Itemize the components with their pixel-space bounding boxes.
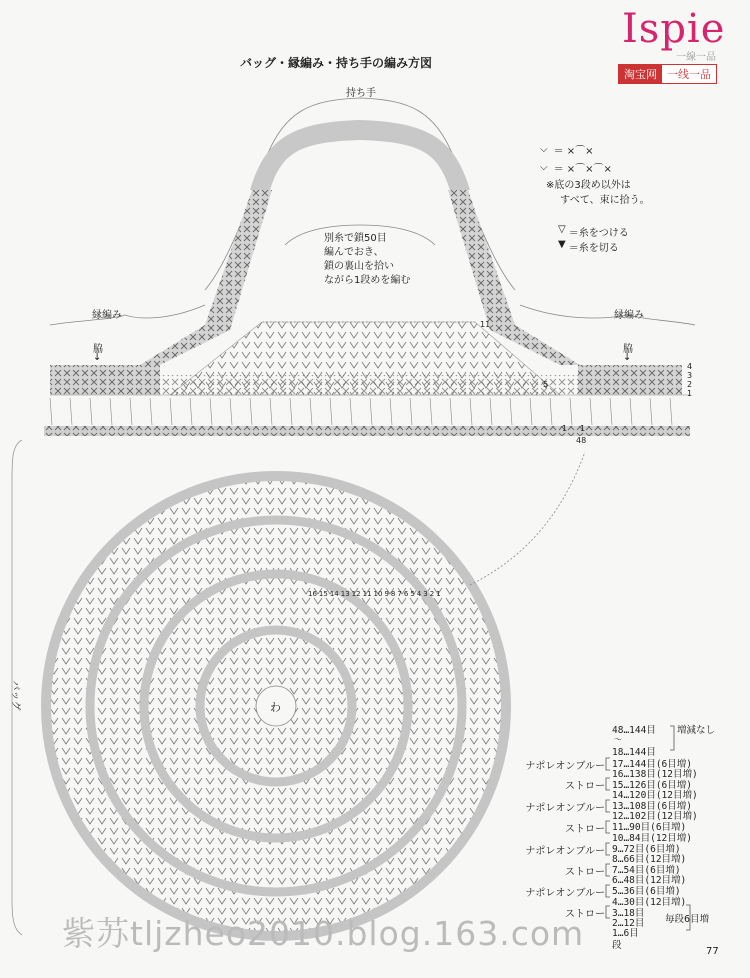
arrow-down-icon: ↓ xyxy=(623,352,632,363)
table-row: 48…144目 増減なし xyxy=(612,725,716,736)
table-row: 9…72目(6目増) xyxy=(612,844,681,855)
brand-logo: Ispie xyxy=(622,6,726,52)
side-label-left: 脇 xyxy=(93,344,103,355)
badge-left: 淘宝网 xyxy=(619,65,662,83)
row-number: 15 xyxy=(318,590,328,598)
row-number: 1 xyxy=(687,389,693,398)
row-number: 13 xyxy=(340,590,350,598)
row-number: 3 xyxy=(423,590,428,598)
attach-yarn-icon: ▽ xyxy=(558,224,566,235)
legend-note2: すべて、束に拾う。 xyxy=(560,195,650,206)
row-number: 1 xyxy=(580,424,586,433)
color-label: ナポレオンブルー xyxy=(525,846,605,857)
row-number: 7 xyxy=(397,590,402,598)
legend xyxy=(540,140,650,254)
table-note: 毎段6目増 xyxy=(665,914,710,925)
handle-label: 持ち手 xyxy=(346,88,376,99)
row-number: 9 xyxy=(384,590,389,598)
table-row: 11…90目(6目増) xyxy=(612,822,687,833)
color-label: ストロー xyxy=(565,867,605,878)
color-label: ナポレオンブルー xyxy=(525,761,605,772)
table-row: 18…144目 xyxy=(612,747,656,758)
row-number: 48 xyxy=(576,436,587,445)
bag-label: バッグ xyxy=(9,680,21,711)
row-number: 4 xyxy=(687,362,693,371)
row-number: 2 xyxy=(687,380,693,389)
chain-note xyxy=(324,232,410,288)
edge-row xyxy=(50,398,672,425)
edge-label-right: 縁編み xyxy=(614,310,644,321)
table-dan: 段 xyxy=(612,940,622,951)
table-row: 6…48目(12目増) xyxy=(612,875,687,886)
badge-right: 一线一品 xyxy=(662,65,716,83)
table-row: 1…6目 xyxy=(612,928,639,939)
chain-note-line: ながら1段めを編む xyxy=(324,275,411,286)
row-number: 11 xyxy=(480,320,491,329)
watermark: 紫苏tljzheo2010.blog.163.com xyxy=(62,914,585,953)
chain-note-line: 鎖の裏山を拾い xyxy=(324,261,394,272)
table-tilde: 〜 xyxy=(614,735,622,744)
row-number: 5 xyxy=(410,590,415,598)
table-row: 7…54目(6目増) xyxy=(612,865,681,876)
band-mid xyxy=(160,375,578,395)
table-row: 3…18目 xyxy=(612,908,645,919)
cut-yarn-icon: ▼ xyxy=(558,239,566,250)
table-row: 16…138目(12目増) xyxy=(612,769,698,780)
table-row: 5…36目(6目増) xyxy=(612,886,681,897)
row-number: 16 xyxy=(308,590,317,598)
color-label: ナポレオンブルー xyxy=(525,888,605,899)
color-label: ストロー xyxy=(565,909,605,920)
chain-note-line: 編んでおき、 xyxy=(324,247,384,258)
legend-attach: ＝糸をつける xyxy=(568,228,629,239)
row-number: 5 xyxy=(543,380,549,389)
table-row: 13…108目(6目増) xyxy=(612,801,692,812)
legend-sym1: ＝ ×⌒× xyxy=(553,145,594,157)
table-row: 14…120目(12目増) xyxy=(612,790,698,801)
row-number: 1 xyxy=(562,424,568,433)
color-label: ストロー xyxy=(565,781,605,792)
row-numbers-right xyxy=(687,362,692,398)
table-row: 17…144目(6目増) xyxy=(612,759,692,770)
row-number: 3 xyxy=(687,371,693,380)
row-number: 4 xyxy=(416,590,422,598)
table-row: 10…84目(12目増) xyxy=(612,833,692,844)
row-number: 2 xyxy=(429,590,435,598)
color-label: ナポレオンブルー xyxy=(525,803,605,814)
bottom-row-numbers xyxy=(308,590,468,598)
page-title: バッグ・縁編み・持ち手の編み方図 xyxy=(240,56,433,70)
table-row: 15…126目(6目増) xyxy=(612,780,692,791)
row-number: 11 xyxy=(362,590,372,598)
edge-label-left: 縁編み xyxy=(92,310,122,321)
chain-note-line: 別糸で鎖50目 xyxy=(324,233,387,244)
table-row: 2…12目 xyxy=(612,918,645,929)
brand-subtitle: 一線一品 xyxy=(676,52,716,63)
table-row: 12…102目(12目増) xyxy=(612,811,698,822)
row-number: 12 xyxy=(351,590,361,598)
fan-stitch-icon: ⌵ xyxy=(540,161,548,173)
legend-sym2: ＝ ×⌒×⌒× xyxy=(553,163,612,175)
arrow-down-icon: ↓ xyxy=(93,352,102,363)
row-number: 6 xyxy=(403,590,409,598)
page-number: 77 xyxy=(706,946,719,957)
fan-stitch-icon: ⌵ xyxy=(540,143,548,155)
legend-cut: ＝糸を切る xyxy=(568,243,619,254)
row-number: 8 xyxy=(390,590,396,598)
table-row: 8…66目(12目増) xyxy=(612,854,687,865)
side-label-right: 脇 xyxy=(623,344,633,355)
table-row: 4…30目(12目増) xyxy=(612,897,687,908)
row-number: 10 xyxy=(373,590,383,598)
color-label: ストロー xyxy=(565,824,605,835)
legend-note1: ※底の3段め以外は xyxy=(546,180,631,191)
row-number: 1 xyxy=(436,590,441,598)
handle-band xyxy=(250,120,470,190)
center-ring-label: わ xyxy=(270,701,281,714)
row-number: 14 xyxy=(329,590,339,598)
